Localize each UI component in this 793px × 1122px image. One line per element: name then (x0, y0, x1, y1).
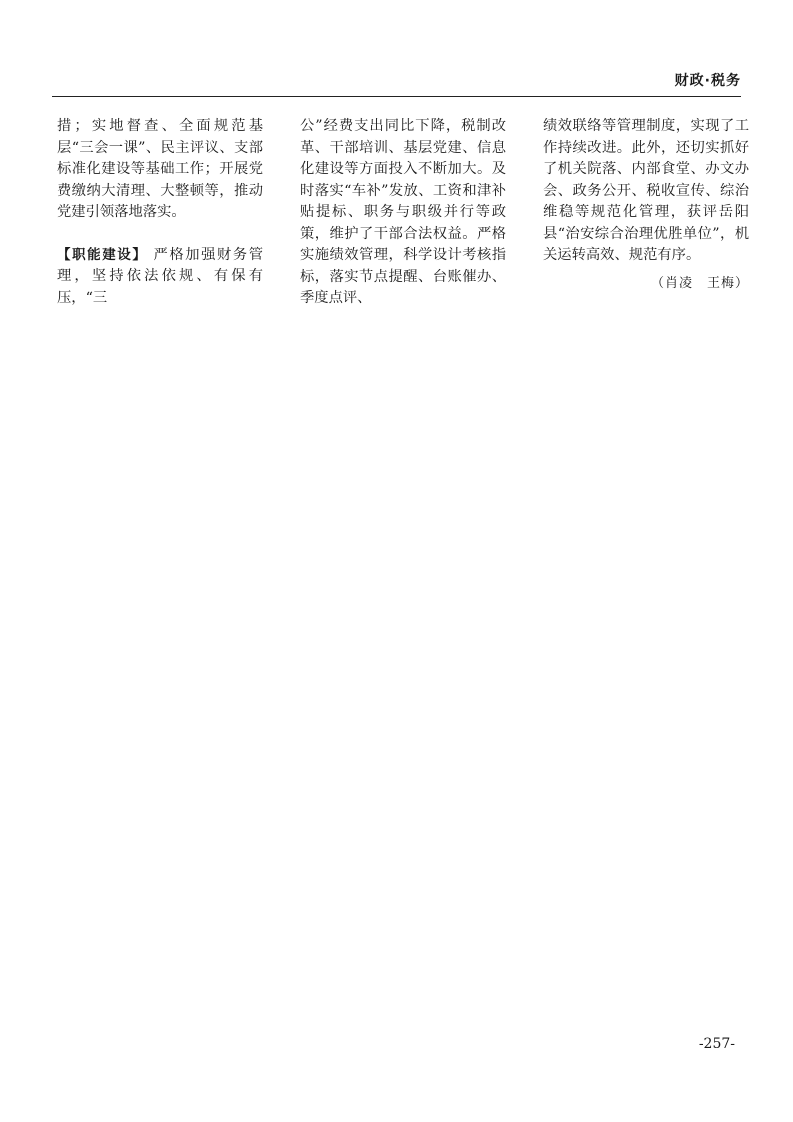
author-credit: （肖凌 王梅） (650, 275, 749, 291)
paragraph-text: 措；实地督查、全面规范基层“三会一课”、民主评议、支部标准化建设等基础工作；开展党费缴纳大清理、大整顿等，推动党建引领落地落实。 (57, 118, 263, 220)
paragraph-text: 绩效联络等管理制度，实现了工作持续改进。此外，还切实抓好了机关院落、内部食堂、办文办会、政务公开、税收宣传、综治维稳等规范化管理，获评岳阳县“治安综合治理优胜单位”，机关运转高效、规范有序。 (543, 118, 749, 263)
section-heading: 【职能建设】 (57, 246, 148, 263)
section-title: 财政·税务 (674, 73, 741, 89)
paragraph (300, 116, 506, 310)
column-2 (300, 116, 506, 310)
paragraph (57, 245, 263, 310)
paragraph-text: 严格加强财务管理，坚持依法依规、有保有压，“三 (57, 246, 263, 306)
paragraph (543, 116, 749, 267)
column-3 (543, 116, 749, 294)
paragraph-text: 公”经费支出同比下降，税制改革、干部培训、基层党建、信息化建设等方面投入不断加大。及时落实“车补”发放、工资和津补贴提标、职务与职级并行等政策，维护了干部合法权益。严格实施绩效管理，科学设计考核指标，落实节点提醒、台账催办、季度点评、 (300, 118, 506, 306)
header-rule (52, 96, 741, 97)
paragraph (57, 116, 263, 224)
page-number: -257- (698, 1036, 735, 1052)
column-1 (57, 116, 263, 309)
